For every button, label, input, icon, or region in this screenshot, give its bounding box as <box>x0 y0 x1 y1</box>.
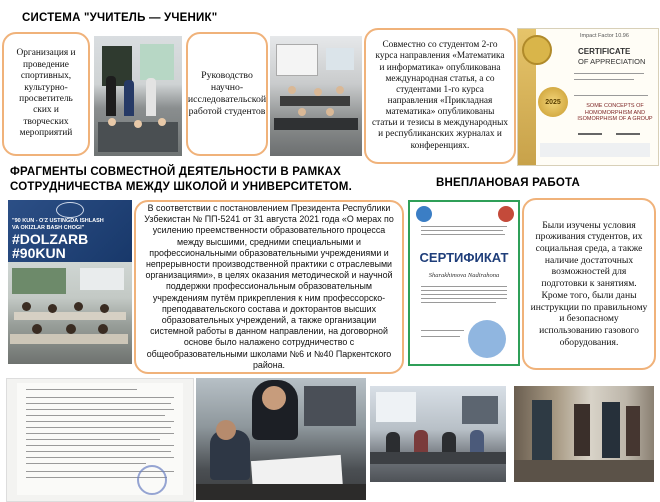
bubble-organization <box>2 32 90 156</box>
bubble-publication-text: Совместно со студентом 2-го курса направления «Математика и информатика» опубликована международная статья, а со студентами 1-го курса направления «Прикладная математика» опубликованы статьи и тезисы в международных и республиканских журналах и конференциях. <box>372 40 508 151</box>
poster-line2: VA OKIZLAR BASH CHOGI" <box>12 225 85 231</box>
section-title-line1: ФРАГМЕНТЫ СОВМЕСТНОЙ ДЕЯТЕЛЬНОСТИ В РАМКАХ <box>10 166 341 178</box>
photo-signing-documents <box>196 378 366 500</box>
bubble-students <box>522 198 656 370</box>
journal-tag: Impact Factor 10.96 <box>580 33 629 39</box>
poster-hashtag: #DOLZARB <box>12 231 89 247</box>
article-title: SOME CONCEPTS OF HOMOMORPHISM AND ISOMORPHISM OF A GROUP <box>577 103 653 123</box>
bubble-research-text: Руководство научно-исследовательской работой студентов <box>187 70 267 117</box>
poster-hashtag-2: #90KUN <box>12 245 66 261</box>
poster-line1: "90 KUN - O'Z USTINGDA ISHLASH <box>12 218 104 224</box>
poster-dolzarb <box>8 200 132 262</box>
photo-computer-lab <box>370 386 506 482</box>
bubble-decree <box>134 200 404 374</box>
photo-lecture-hall <box>270 36 362 156</box>
photo-dormitory <box>514 386 654 482</box>
section-title-line2: СОТРУДНИЧЕСТВА МЕЖДУ ШКОЛОЙ И УНИВЕРСИТЕТОМ. <box>10 181 352 193</box>
photo-classroom-students <box>8 262 132 364</box>
bubble-organization-text: Организация и проведение спортивных, культурно-просветитель ских и творческих мероприятий <box>16 48 76 139</box>
bubble-publication <box>364 28 516 164</box>
sertifikat-recipient: Sharakhimova Nadirahona <box>428 272 500 279</box>
year-badge-text: 2025 <box>545 98 561 106</box>
page-title: СИСТЕМА "УЧИТЕЛЬ — УЧЕНИК" <box>22 12 218 24</box>
bubble-decree-text: В соответствии с постановлением Президента Республики Узбекистан № ПП-5241 от 31 августа 2021 года «О мерах по усилению преемственности образовательного процесса между высшими, средними специальными и профессиональными образовательными учреждениями и непрерывности производственной практики с отраслевыми организациями», в целях оказания методической и научной поддержки профессиональным образовательным учреждениям путём прикрепления к ним профессорско-преподавательского состава и докторантов высших образовательных учреждений, а также организации системной работы в данном направлении, на договорной основе было налажено сотрудничество с общеобразовательными школами №6 и №40 Паркентского района. <box>144 202 394 370</box>
sertifikat-title: СЕРТИФИКАТ <box>419 250 509 265</box>
certificate-subtitle: OF APPRECIATION <box>578 57 646 66</box>
certificate-sertifikat <box>408 200 520 366</box>
document-scan <box>6 378 194 502</box>
side-title: ВНЕПЛАНОВАЯ РАБОТА <box>436 177 581 189</box>
certificate-title: CERTIFICATE <box>578 47 631 56</box>
year-badge <box>538 87 568 117</box>
bubble-research <box>186 32 268 156</box>
photo-classroom-event <box>94 36 182 156</box>
certificate-of-appreciation <box>517 28 659 166</box>
bubble-students-text: Были изучены условия проживания студентов, их социальная среда, а также наличие достаточных возможностей для подготовки к занятиям. Кроме того, были даны инструкции по правильному и безопасному использованию газового оборудования. <box>530 219 648 348</box>
